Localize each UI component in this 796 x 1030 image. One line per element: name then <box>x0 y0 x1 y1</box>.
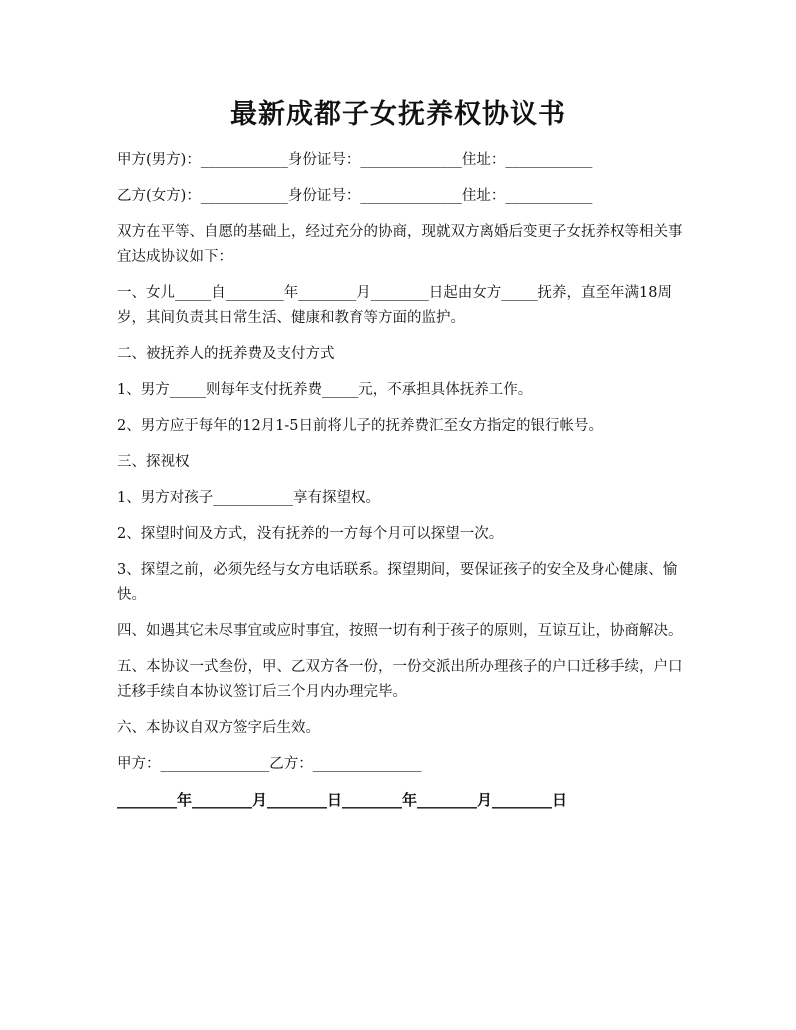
party-a-info: 甲方(男方)：____________身份证号：______________住址：____________ <box>117 152 593 168</box>
clause-5-paragraph: 五、本协议一式叁份，甲、乙双方各一份，一份交派出所办理孩子的户口迁移手续，户口迁移手续自本协议签订后三个月内办理完毕。 <box>117 659 683 700</box>
clause-4-paragraph: 四、如遇其它未尽事宜或应时事宜，按照一切有利于孩子的原则，互谅互让，协商解决。 <box>117 623 683 639</box>
document-body <box>117 148 685 824</box>
clause-2-heading: 二、被抚养人的抚养费及支付方式 <box>117 346 335 362</box>
signature-line: 甲方：_______________乙方：_______________ <box>117 756 422 772</box>
clause-3-heading: 三、探视权 <box>117 454 190 470</box>
clause-3-item-1: 1、男方对孩子___________享有探望权。 <box>117 490 380 506</box>
clause-2-item-2: 2、男方应于每年的12月1-5日前将儿子的抚养费汇至女方指定的银行帐号。 <box>117 418 604 434</box>
clause-2-item-1: 1、男方_____则每年支付抚养费_____元，不承担具体抚养工作。 <box>117 382 533 398</box>
clause-1-custody: 一、女儿_____自________年________月________日起由女方_____抚养，直至年满18周岁，其间负责其日常生活、健康和教育等方面的监护。 <box>117 285 672 326</box>
clause-3-item-2: 2、探望时间及方式，没有抚养的一方每个月可以探望一次。 <box>117 526 504 542</box>
clause-6-paragraph: 六、本协议自双方签字后生效。 <box>117 720 320 736</box>
document-title: 最新成都子女抚养权协议书 <box>230 99 566 130</box>
party-b-info: 乙方(女方)：____________身份证号：______________住址：____________ <box>117 188 593 204</box>
clause-3-item-3: 3、探望之前，必须先经与女方电话联系。探望期间，要保证孩子的安全及身心健康、愉快。 <box>117 562 678 603</box>
date-line: ________年________月________日________年________月________日 <box>117 791 568 809</box>
preamble-paragraph: 双方在平等、自愿的基础上，经过充分的协商，现就双方离婚后变更子女抚养权等相关事宜达成协议如下： <box>117 224 683 265</box>
